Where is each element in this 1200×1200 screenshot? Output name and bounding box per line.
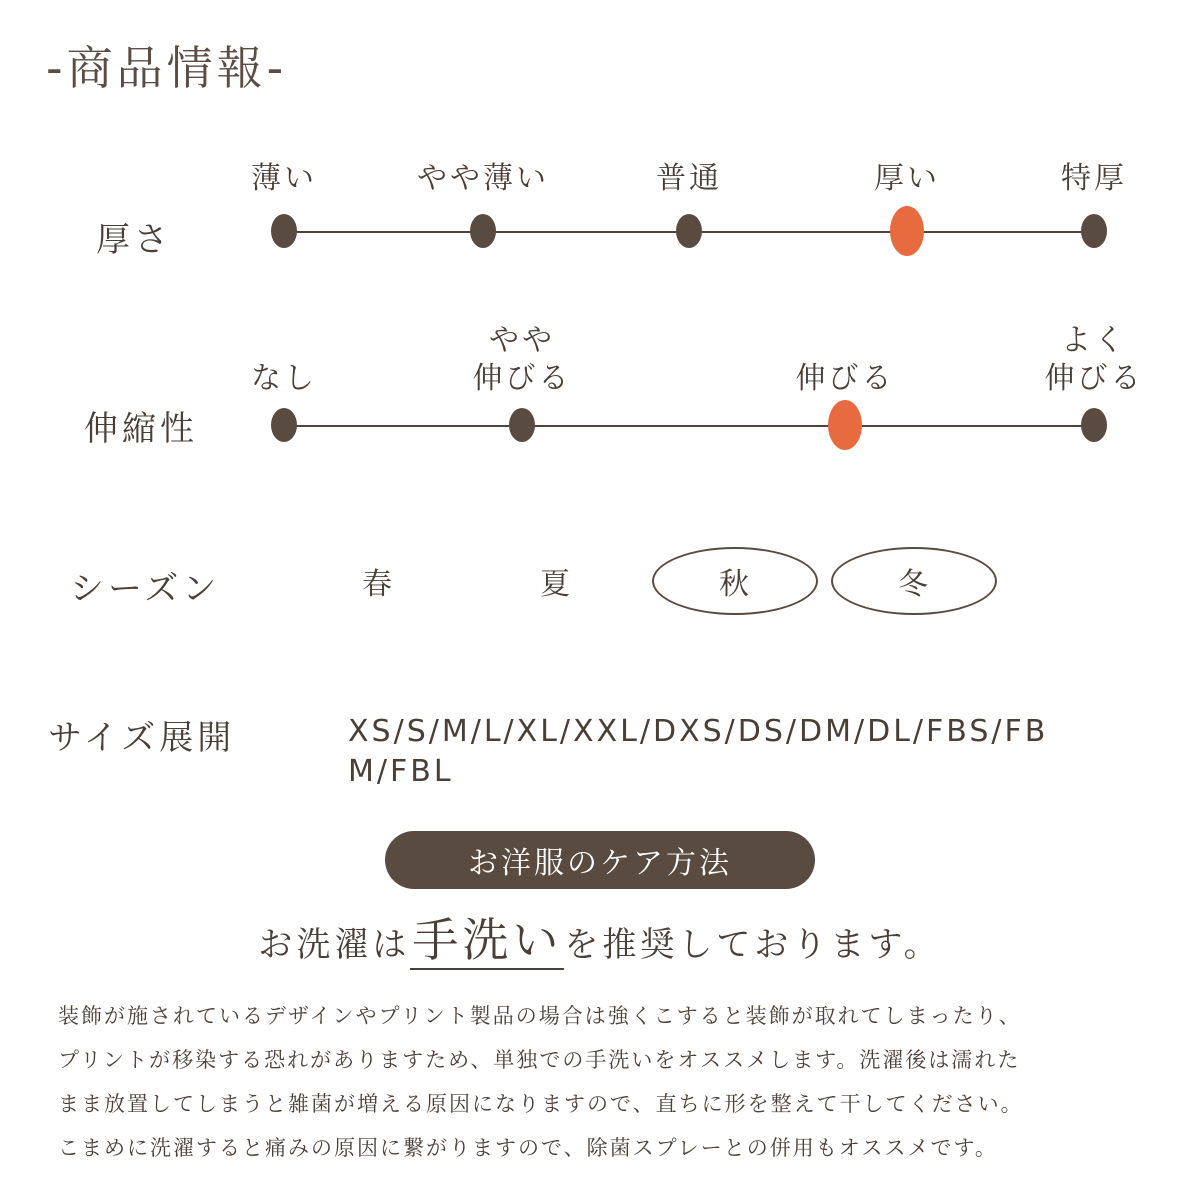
stretch-option-text: 伸びる — [795, 361, 895, 396]
season-label: シーズン — [70, 569, 221, 609]
season-selected — [652, 547, 818, 615]
care-line: こまめに洗濯すると痛みの原因に繋がりますので、除菌スプレーとの併用もオススメです。 — [58, 1136, 998, 1160]
care-method-label: お洋服のケア方法 — [468, 846, 732, 881]
stretch-dot — [1081, 408, 1107, 442]
thickness-label: 厚さ — [96, 220, 172, 260]
stretch-option-text: 伸びる — [472, 361, 572, 396]
page-title: -商品情報- — [46, 41, 288, 95]
stretch-dot — [509, 408, 535, 442]
stretch-track — [284, 425, 1096, 427]
stretch-option-label — [1045, 322, 1144, 398]
wash-suffix: を推奨しております。 — [564, 925, 942, 965]
wash-recommendation — [0, 912, 1200, 970]
stretch-option-label — [251, 360, 317, 398]
thickness-option-label: 厚い — [874, 161, 940, 196]
thickness-selected-dot — [890, 206, 924, 256]
stretch-option-text: やや — [489, 323, 555, 358]
thickness-dot — [1081, 214, 1107, 248]
thickness-dot — [676, 214, 702, 248]
stretch-label: 伸縮性 — [84, 409, 198, 449]
wash-emphasis: 手洗い — [410, 912, 564, 970]
size-list: XS/S/M/L/XL/XXL/DXS/DS/DM/DL/FBS/FBM/FBL — [348, 714, 1049, 789]
stretch-option-text: 伸びる — [1044, 361, 1144, 396]
size-label: サイズ展開 — [48, 718, 236, 758]
care-method-badge — [385, 831, 815, 889]
stretch-option-text: よく — [1061, 323, 1127, 358]
care-line: プリントが移染する恐れがありますため、単独での手洗いをオススメします。洗濯後は濡れた — [58, 1048, 1021, 1072]
thickness-option-label: 特厚 — [1061, 161, 1127, 196]
season-option: 夏 — [540, 567, 572, 602]
stretch-option-label — [473, 322, 572, 398]
stretch-selected-dot — [828, 400, 862, 450]
stretch-option-text: なし — [251, 361, 317, 396]
care-line: まま放置してしまうと雑菌が増える原因になりますので、直ちに形を整えて干してください。 — [58, 1092, 1024, 1116]
care-line: 装飾が施されているデザインやプリント製品の場合は強くこすると装飾が取れてしまったり、 — [58, 1004, 1022, 1028]
thickness-option-label: やや薄い — [417, 161, 549, 196]
season-text: 冬 — [898, 567, 930, 602]
season-selected — [831, 547, 997, 615]
care-description — [58, 994, 1158, 1170]
wash-prefix: お洗濯は — [258, 925, 411, 965]
thickness-dot — [271, 214, 297, 248]
thickness-dot — [470, 214, 496, 248]
stretch-dot — [271, 408, 297, 442]
season-option: 春 — [362, 567, 394, 602]
season-text: 秋 — [719, 567, 751, 602]
thickness-option-label: 薄い — [251, 161, 317, 196]
thickness-option-label: 普通 — [656, 161, 722, 196]
stretch-option-label — [796, 360, 895, 398]
